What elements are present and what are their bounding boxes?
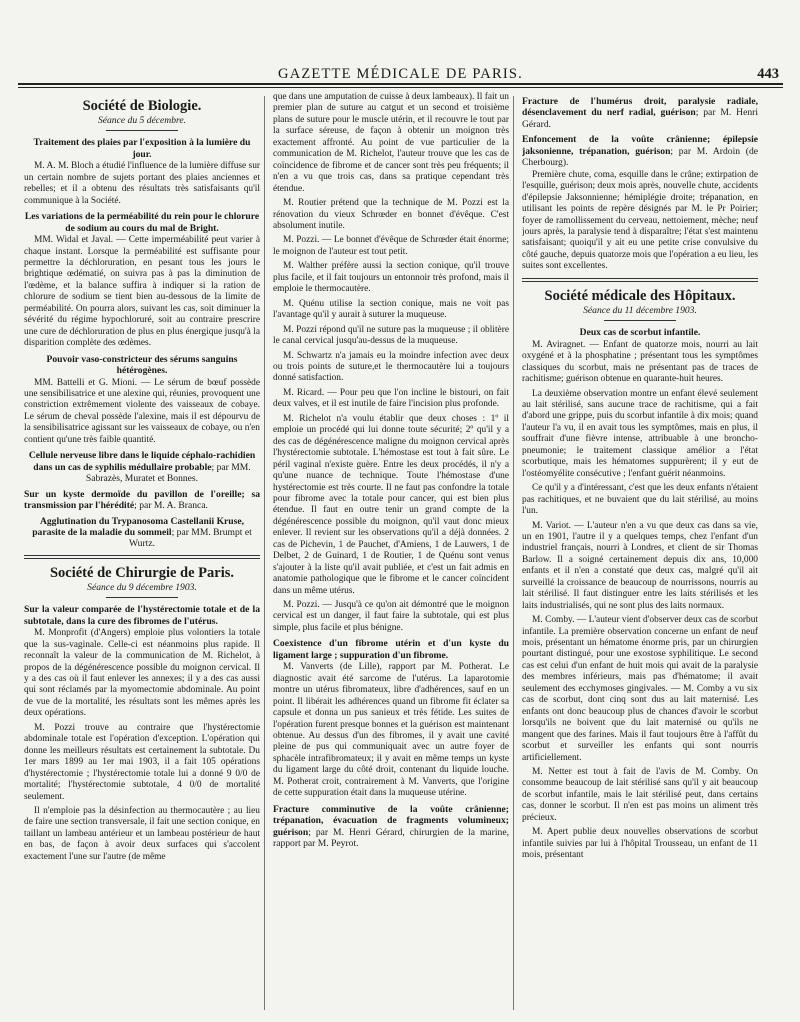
article-title: Fracture de l'humérus droit, paralysie radiale, désenclavement du nerf radial, guérison (522, 96, 758, 119)
column-1 (24, 92, 260, 1014)
article-title: Sur un kyste dermoïde du pavillon de l'oreille; sa transmission par l'hérédité (24, 488, 260, 512)
paragraph: M. Variot. — L'auteur n'en a vu que deux cas dans sa vie, un en 1901, l'autre il y a quelques temps, chez l'enfant d'un industriel français, nourri à Londres, et client de sir Thomas Barlow. Il a soigné certainement depuis dix ans, 10,000 enfants et il n'en a constaté que deux cas, malgré qu'il ait surveillé la croissance de beaucoup de nourrissons, nourris au lait stérilisé. Il faut distinguer entre les laits stérilisés et les laits industrialisés, qui ne sont plus des laits normaux. (522, 520, 758, 611)
article-title: Fracture comminutive de la voûte crânienne; trépanation, évacuation de fragments volumineux; guérison (273, 803, 509, 838)
paragraph: M. A. M. Bloch a étudié l'influence de la lumière diffuse sur un certain nombre de sujets portant des plaies anciennes et rebelles; et il a obtenu des résultats très satisfaisants qu'il communique à la Société. (24, 161, 260, 206)
session-date: Séance du 9 décembre 1903. (87, 581, 197, 593)
paragraph: M. Aviragnet. — Enfant de quatorze mois, nourri au lait oxygéné et à la phosphatine ; présentant tous les symptômes classiques du scorbut, mais ne présentant pas de traces de rachitisme; guérison obtenue en quarante-huit heures. (522, 339, 758, 385)
article-heading: Les variations de la perméabilité du rein pour le chlorure de sodium au cours du mal de Bright. (24, 211, 260, 234)
paragraph: M. Pozzi trouve au contraire que l'hystérectomie abdominale totale est l'opération d'exception. L'opération qui donne les meilleurs résultats est certainement la subtotale. Du 1er mars 1899 au 1er mai 1903, il a fait 105 opérations d'hystérectomie ; l'hystérectomie totale lui a donné 9 0/0 de mortalité; l'hystérectomie subtotale, 4 0/0 de mortalité seulement. (24, 722, 260, 802)
section-rule (106, 130, 178, 131)
article-authors: ; par M. Ardoin (de Cherbourg). (522, 145, 758, 169)
section-double-rule (522, 278, 758, 282)
column-2 (273, 92, 509, 1014)
session-date: Séance du 11 décembre 1903. (583, 304, 697, 316)
paragraph: M. Vanverts (de Lille), rapport par M. Potherat. Le diagnostic avait été sarcome de l'utérus. La laparotomie montre un utérus fibromateux, libre d'adhérences, sauf en un point. Il libérait les adhérences quand un fibrome fit éclater sa capsule et donna un pus sanieux et très fétide. Les suites de l'opération furent presque bonnes et la guérison est maintenant obtenue. Au dessus d'un des fibromes, il y avait une cavité pleine de pus qui communiquait avec un autre foyer de sphacèle intrafibromateux; il y avait en même temps un kyste du ligament large du côté droit, contenant du liquide louche. M. Potherat croit, contrairement à M. Vanverts, que l'origine de cette suppuration était dans la muqueuse utérine. (273, 662, 509, 799)
paragraph: que dans une amputation de cuisse à deux lambeaux). Il fait un premier plan de suture au catgut et un second et troisième plans de suture pour le muscle utérin, et il recouvre le tout par la surface séreuse, de façon à obtenir un moignon très exactement affronté. Au point de vue particulier de la communication de M. Richelot, l'auteur trouve que les cas de coïncidence de fibrome et de cancer sont très peu fréquents; il n'en a vu que trois cas, dans sa pratique cependant très étendue. (273, 92, 509, 194)
journal-title: GAZETTE MÉDICALE DE PARIS. (278, 66, 523, 82)
paragraph: MM. Widal et Javal. — Cette imperméabilité peut varier à chaque instant. Lorsque la perméabilité est suffisante pour permettre la déchloruration, en pesant tous les jours le brightique œdématié, on suivra pas à pas la diminution de l'œdème, et la balance suffira à indiquer si la ration de chlorure de sodium se tient bien au-dessous de la limite de perméabilité. On pourra alors, suivant les cas, soit diminuer la sévérité du régime hypochloruré, soit au contraire prescrire une cure de déchloruration de plus en plus énergique jusqu'à la disparition complète des œdèmes. (24, 235, 260, 349)
article-heading (273, 804, 509, 850)
page-number: 443 (757, 66, 779, 82)
paragraph: Première chute, coma, esquille dans le crâne; extirpation de l'esquille, guérison; deux mois après, nouvelle chute, accidents d'épilepsie Jaksonnienne; hémiplégie droite; trépanation, en utilisant les points de repère désignés par M. le Pr Poirier; foyer de ramollissement du cerveau, nettoiement, mèche; neuf jours après, la paralysie tend à disparaître; l'état s'est maintenu satisfaisant; quoiqu'il y ait eu une petite crise convulsive du côté gauche, depuis quatorze mois que l'opération a eu lieu, les suites sont excellentes. (522, 169, 758, 272)
paragraph: M. Pozzi répond qu'il ne suture pas la muqueuse ; il oblitère le canal cervical jusqu'au-dessus de la muqueuse. (273, 324, 509, 347)
section-rule (106, 597, 178, 598)
paragraph: M. Apert publie deux nouvelles observations de scorbut infantile suivies par lui à l'hôpital Trousseau, un enfant de 11 mois, présentant (522, 827, 758, 861)
article-title: Agglutination du Trypanosoma Castellanii Kruse, parasite de la maladie du sommeil (32, 515, 245, 538)
article-heading: Pouvoir vaso-constricteur des sérums sanguins hétérogènes. (46, 353, 238, 377)
article-heading (24, 516, 260, 550)
paragraph: M. Ricard. — Pour peu que l'on incline le bistouri, on fait deux valves, et il est inutile de faire l'incision plus profonde. (273, 387, 509, 410)
column-divider (264, 96, 265, 1010)
article-authors: ; par M. Henri Gérard. (522, 107, 758, 130)
article-title: Cellule nerveuse libre dans le liquide céphalo-rachidien dans un cas de syphilis médullaire probable (28, 450, 256, 473)
paragraph: M. Pozzi. — Le bonnet d'évêque de Schrœder était énorme; le moignon de l'auteur est tout petit. (273, 235, 509, 257)
article-heading: Sur la valeur comparée de l'hystérectomie totale et de la subtotale, dans la cure des fibromes de l'utérus. (24, 604, 260, 627)
paragraph: MM. Battelli et G. Mioni. — Le sérum de bœuf possède une sensibilisatrice et une alexine qui, réunies, provoquent une constriction extrêmement violente des vaisseaux de cobaye. Le sérum de cheval possède l'alexine, mais il est dépourvu de la sensibilisatrice agissant sur les vaisseaux de cobaye, ou n'en contient qu'une très faible quantité. (24, 377, 260, 445)
session-date: Séance du 5 décembre. (97, 115, 187, 126)
paragraph: M. Richelot n'a voulu établir que deux choses : 1º il emploie un procédé qui lui donne toute sécurité; 2º qu'il y a des cas de dégénérescence maligne du moignon cervical après l'hystérectomie subtotale. L'hémostase est tout à fait sûre. Le péril vaginal n'existe guère. Entre les deux procédés, il n'y a qu'une nuance de technique. Toute l'hémostase d'une hystérectomie est très courte. Il ne faut pas confondre la totale pour fibrome avec la totale pour cancer, qui est bien plus étendue. Il faut en outre tenir un grand compte de la dégénérescence possible du moignon, qu'il vaut donc mieux enlever. Il revient sur les observations qu'il a déjà données. 2 cas de Pichevin, 1 de Pauchet, d'Amiens, 1 de Lauwers, 1 de Delbet, 2 de Guinard, 1 de Routier, 1 de Quénu sont venus s'ajouter à la liste qu'il avait publiée, et c'est un fait admis en anatomie pathologique que le fibrome et le cancer coïncident dans un même utérus. (273, 413, 509, 596)
paragraph: M. Walther préfère aussi la section conique, qu'il trouve plus facile, et il fait toujours un entonnoir très profond, mais il emploie le thermocautère. (273, 261, 509, 295)
section-double-rule (24, 555, 260, 559)
article-heading (522, 134, 758, 168)
paragraph: M. Pozzi. — Jusqu'à ce qu'on ait démontré que le moignon cervical est un danger, il faut faire la subtotale, qui est plus simple, plus facile et plus bénigne. (273, 600, 509, 633)
paragraph: M. Routier prétend que la technique de M. Pozzi est la rénovation du vieux Schrœder en bonnet d'évêque. C'est absolument inutile. (273, 198, 509, 231)
paragraph: La deuxième observation montre un enfant élevé seulement au lait stérilisé, sans aucune trace de rachitisme, qui a fait d'abord une grippe, puis du scorbut infantile à dix mois; quand l'auteur l'a vu, il en avait tous les symptômes, mais en plus, il souffrait d'une fièvre intense, attribuable à une broncho-pneumonie; le traitement classique amélior a l'état scorbutique, mais les hématomes suppurèrent; il y eut de l'ostéomyélite consécutive ; l'enfant guérit néanmoins. (522, 388, 758, 479)
header-rule (18, 83, 783, 85)
society-heading: Société de Biologie. (82, 98, 202, 114)
article-heading: Coexistence d'un fibrome utérin et d'un kyste du ligament large ; suppuration d'un fibrome. (273, 638, 509, 661)
article-heading (24, 489, 260, 512)
column-3 (522, 92, 758, 1014)
article-authors: ; par MM. Brumpt et Wurtz. (129, 526, 252, 550)
paragraph: M. Comby. — L'auteur vient d'observer deux cas de scorbut infantile. La première observation concerne un enfant de neuf mois, présentant un hématome énorme pris, par un chirurgien pourtant distingué, pour une exostose syphilitique. Le second cas est celui d'un enfant de huit mois qui avait de la paralysie des membres inférieurs, mais pas d'hématome; il avait seulement des ecchymoses gingivales. — M. Comby a vu six cas de scorbut, dont cinq sont dus au lait maternisé. Les enfants ont donc beaucoup plus de chances d'avoir le scorbut lorsqu'ils ne boivent que du lait maternisé ou qu'ils ne mangent que des farines. Mais il faut toujours être à l'affût du scorbut et surveiller les enfants qui sont nourris artificiellement. (522, 615, 758, 763)
paragraph: Ce qu'il y a d'intéressant, c'est que les deux enfants n'étaient pas rachitiques, et ne buvaient que du lait stérilisé, au moins l'un. (522, 483, 758, 517)
paragraph: M. Netter est tout à fait de l'avis de M. Comby. On consomme beaucoup de lait stérilisé sans qu'il y ait beaucoup de scorbut infantile, mais le lait stérilisé peut, dans certains cas, donner le scorbut. Il n'en est pas moins un aliment très précieux. (522, 767, 758, 823)
section-rule (604, 320, 676, 321)
paragraph: M. Quénu utilise la section conique, mais ne voit pas l'avantage qu'il y aurait à suturer la muqueuse. (273, 298, 509, 321)
article-heading: Traitement des plaies par l'exposition à la lumière du jour. (33, 137, 251, 160)
paragraph: M. Schwartz n'a jamais eu la moindre infection avec deux ou trois points de suture,et le thermocautère lui a toujours donné satisfaction. (273, 350, 509, 384)
society-heading: Société médicale des Hôpitaux. (544, 287, 736, 304)
article-authors: ; par MM. Sabrazès, Muratet et Bonnes. (85, 461, 251, 485)
society-heading: Société de Chirurgie de Paris. (49, 564, 235, 581)
article-heading (24, 450, 260, 484)
column-divider (513, 96, 514, 1010)
article-authors: ; par M. Henri Gérard, chirurgien de la marine, rapport par M. Peyrot. (273, 826, 509, 850)
paragraph: Il n'emploie pas la désinfection au thermocautère ; au lieu de faire une section transversale, il fait une section conique, en taillant un lambeau antérieur et un lambeau postérieur de haut en bas, de façon à avoir deux surfaces qui s'accolent exactement l'une sur l'autre (de même (24, 806, 260, 862)
paragraph: M. Monprofit (d'Angers) emploie plus volontiers la totale que la sus-vaginale. Celle-ci est néanmoins plus rapide. Il reconnaît la valeur de la communication de M. Richelot, à propos de la dégénérescence possible du moignon cervical. Il y a des cas où il faut enlever les annexes; il y a des cas aussi qui sont réclamés par la myomectomie abdominale. Au point de vue de la mortalité, les résultats sont les mêmes après les deux opérations. (24, 628, 260, 719)
article-heading: Deux cas de scorbut infantile. (579, 327, 701, 339)
article-heading (522, 96, 758, 130)
article-title: Enfoncement de la voûte crânienne; épilepsie jaksonienne, trépanation, guérison (522, 134, 758, 157)
article-authors: ; par M. A. Branca. (134, 500, 208, 512)
header-rule-thin (18, 87, 783, 88)
